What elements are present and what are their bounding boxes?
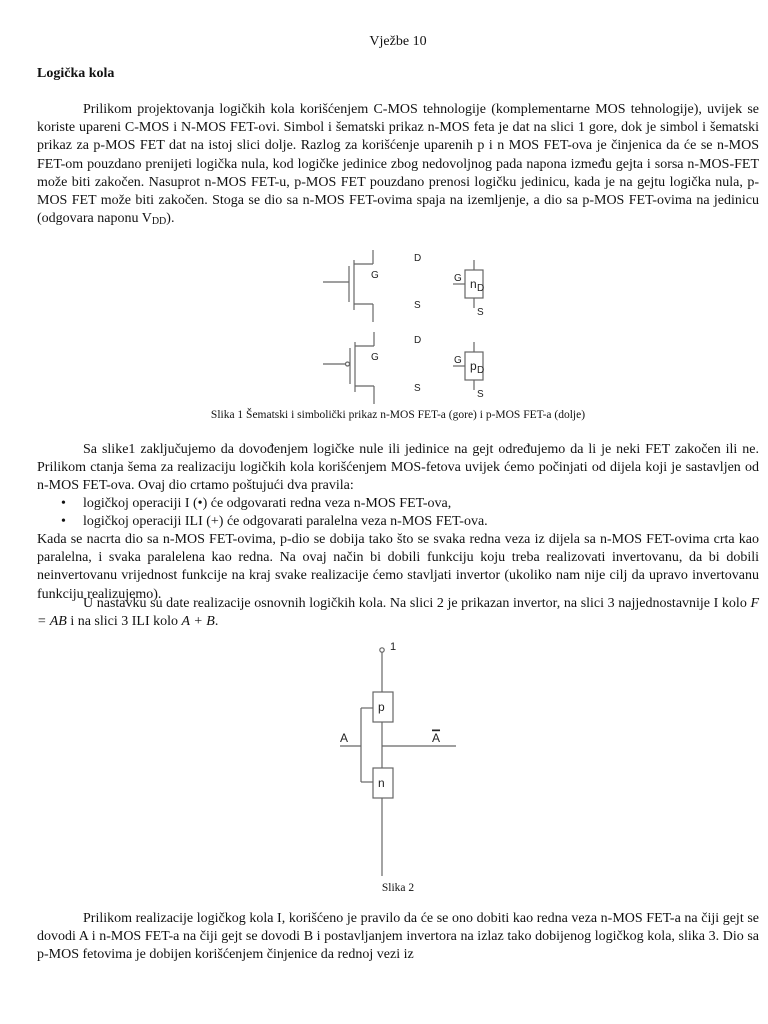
formula-and: F = AB: [37, 596, 759, 630]
pmos-drain-label: D: [414, 335, 422, 346]
output-a-bar-label: A: [432, 731, 441, 745]
pbox-letter: p: [470, 359, 477, 373]
nbox-letter: n: [470, 277, 477, 291]
paragraph-rules: Sa slike1 zaključujemo da dovođenjem logičke nule ili jedinice na gejt određujemo da li je neki FET zakočen ili ne. Prilikom ctanja šema za realizaciju logičkih kola korišćenjem MOS-fetova uvijek ćemo počinjati od dijela koji je sastavljen od n-MOS FET-ova. Ovaj dio crtamo poštujući dva pravila:: [37, 442, 759, 494]
paragraph-and-gate: Prilikom realizacije logičkog kola I, korišćeno je pravilo da će se ono dobiti kao redna veza n-MOS FET-a na čiji gejt se dovodi A i n-MOS FET-a na čiji gejt se dovodi B i postavljanjem invertora na izlaz tako dobijenog logičkog kola, slika 3. Dio sa p-MOS fetovima je dobijen korišćenjem činjenice da rednoj vezi iz: [37, 911, 759, 963]
paragraph-intro-end: ).: [166, 211, 175, 227]
rules-list: [37, 495, 759, 531]
paragraph-intro: [37, 101, 759, 231]
pmos-gate-label: G: [371, 352, 379, 363]
paragraph-gates-intro: U nastavku su date realizacije osnovnih logičkih kola. Na slici 2 je prikazan invertor, na slici 3 najjednostavnije I kolo F = AB i na slici 3 ILI kolo A + B.: [37, 596, 759, 630]
paragraph-pmos-part: Kada se nacrta dio sa n-MOS FET-ovima, p-dio se dobija tako što se svaka redna veza iz dijela sa n-MOS FET-ovima crta kao paralelna, i svaka paralelena kao redna. Na ovaj način bi dobili funkciju koju treba realizovati invertovanu, da bi dobili neinvertovanu vrijednost funkcije na kraj svake realizacije ćemo stavljati invertor (ukoliko nam nije cilj da upravo invertovanu funkciju realizujemo).: [37, 532, 759, 602]
nmos-box-letter: n: [378, 776, 385, 790]
page-header: Vježbe 10: [369, 34, 427, 49]
pbox-drain-label: D: [477, 365, 485, 376]
vdd-subscript: DD: [151, 216, 167, 228]
rule-item: • logičkoj operaciji ILI (+) će odgovarati paralelna veza n-MOS FET-ova.: [37, 513, 759, 531]
figure-2-inverter: [332, 638, 472, 878]
figure-1-mosfet-symbols: [317, 248, 507, 404]
rule-item: • logičkoj operaciji I (•) će odgovarati redna veza n-MOS FET-ova,: [37, 495, 759, 513]
input-a-label: A: [340, 731, 349, 745]
nbox-drain-label: D: [477, 283, 485, 294]
figure-1-caption: Slika 1 Šematski i simbolički prikaz n-MOS FET-a (gore) i p-MOS FET-a (dolje): [210, 409, 586, 421]
nmos-source-label: S: [414, 300, 421, 311]
formula-or: A + B: [181, 614, 215, 630]
pbox-gate-label: G: [454, 355, 462, 366]
pmos-box-letter: p: [378, 700, 385, 714]
paragraph-intro-text: Prilikom projektovanja logičkih kola korišćenjem C-MOS tehnologije (komplementarne MOS tehnologije), uvijek se koriste upareni C-MOS i N-MOS FET-ovi. Simbol i šematski prikaz n-MOS feta je dat na slici 1 gore, dok je simbol i šematski prikaz za p-MOS FET dat na istoj slici dolje. Razlog za korišćenje uparenih p i n MOS FET-ova je činjenica da će se n-MOS FET-om pouzdano prenijeti logička nula, kod logičke jedinice zbog nedovoljnog pada napona između gejta i sorsa n-MOS-FET može biti zakočen. Nasuprot n-MOS FET-u, p-MOS FET pouzdano prenosi logičku jedinicu, kada je na gejtu logička nula, p-MOS FET može biti zakočen. Stoga se dio sa n-MOS FET-ovima spaja na izemljenje, a dio sa p-MOS FET-ovima na jedinicu (odgovara naponu V: [37, 102, 759, 227]
nbox-gate-label: G: [454, 273, 462, 284]
bullet-icon: •: [61, 496, 66, 511]
nmos-gate-label: G: [371, 270, 379, 281]
pmos-source-label: S: [414, 383, 421, 394]
nbox-source-label: S: [477, 307, 484, 318]
figure-2-caption: Slika 2: [381, 882, 415, 894]
vdd-terminal-label: 1: [390, 641, 397, 653]
section-title: Logička kola: [37, 66, 115, 81]
bullet-icon: •: [61, 514, 66, 530]
nmos-drain-label: D: [414, 253, 422, 264]
pbox-source-label: S: [477, 389, 484, 400]
